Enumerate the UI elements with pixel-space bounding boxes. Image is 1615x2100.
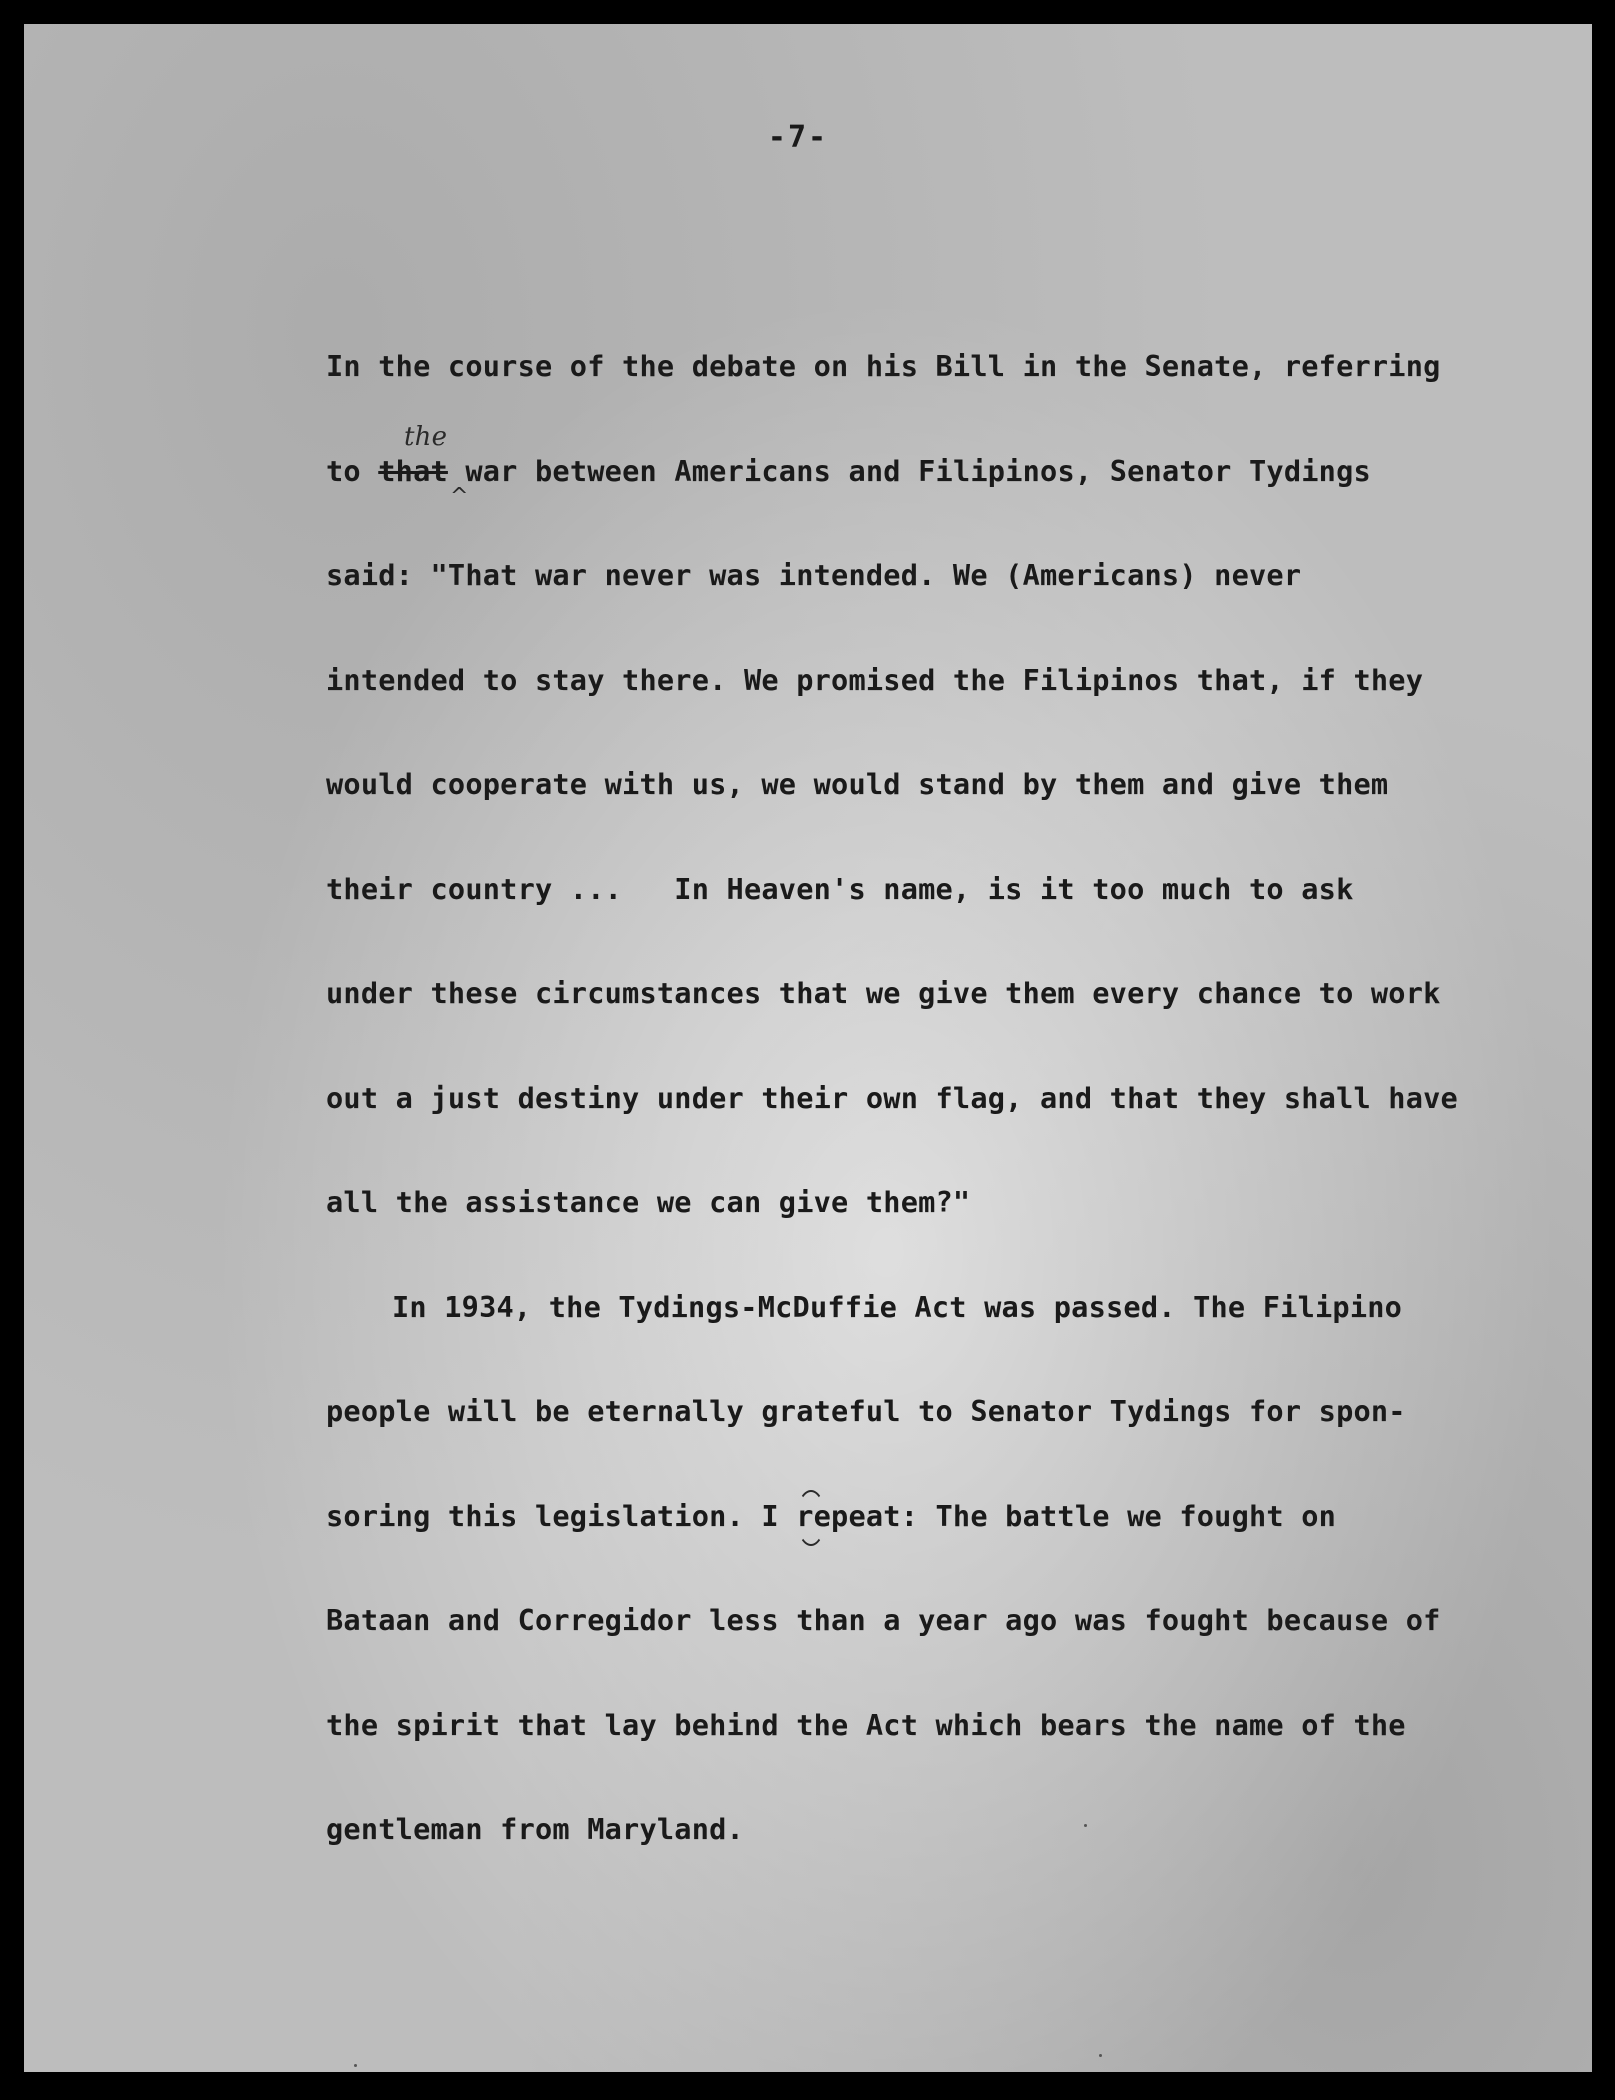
page-number: -7- <box>767 120 829 155</box>
line-prefix: to <box>326 453 379 488</box>
text-line: would cooperate with us, we would stand by them and give them <box>326 767 1389 801</box>
text-line-with-correction <box>326 421 1456 556</box>
line-continuation: war between Americans and Filipinos, Senator Tydings <box>465 453 1371 488</box>
text-line: In the course of the debate on his Bill in the Senate, referring <box>326 349 1441 383</box>
paragraph-start-line: In 1934, the Tydings-McDuffie Act was passed. The Filipino <box>392 1289 1403 1324</box>
paper-speck <box>354 2064 357 2067</box>
text-line: all the assistance we can give them?" <box>326 1185 971 1219</box>
paper-speck <box>1099 2054 1102 2057</box>
caret-mark-icon: ^ <box>450 483 469 509</box>
text-line: the spirit that lay behind the Act which bears the name of the <box>326 1707 1406 1742</box>
text-line: gentleman from Maryland. <box>326 1812 744 1846</box>
paper-speck <box>1084 1824 1087 1827</box>
text-line-with-mark <box>326 1496 1456 1601</box>
text-line: people will be eternally grateful to Senator Tydings for spon- <box>326 1394 1406 1428</box>
text-line: their country ... In Heaven's name, is it too much to ask <box>326 871 1354 906</box>
text-line: said: "That war never was intended. We (Americans) never <box>326 558 1302 592</box>
struck-word: that <box>378 453 448 488</box>
correction-circle-icon <box>796 1490 826 1546</box>
text-line: under these circumstances that we give them every chance to work <box>326 976 1441 1010</box>
line-text: soring this legislation. I repeat: The battle we fought on <box>326 1498 1337 1533</box>
text-line: intended to stay there. We promised the Filipinos that, if they <box>326 662 1424 697</box>
text-line: out a just destiny under their own flag, and that they shall have <box>326 1080 1458 1115</box>
document-page <box>24 24 1592 2072</box>
text-line: Bataan and Corregidor less than a year ago was fought because of <box>326 1603 1441 1637</box>
body-text <box>326 346 1456 1914</box>
handwritten-insertion: the <box>404 421 448 452</box>
